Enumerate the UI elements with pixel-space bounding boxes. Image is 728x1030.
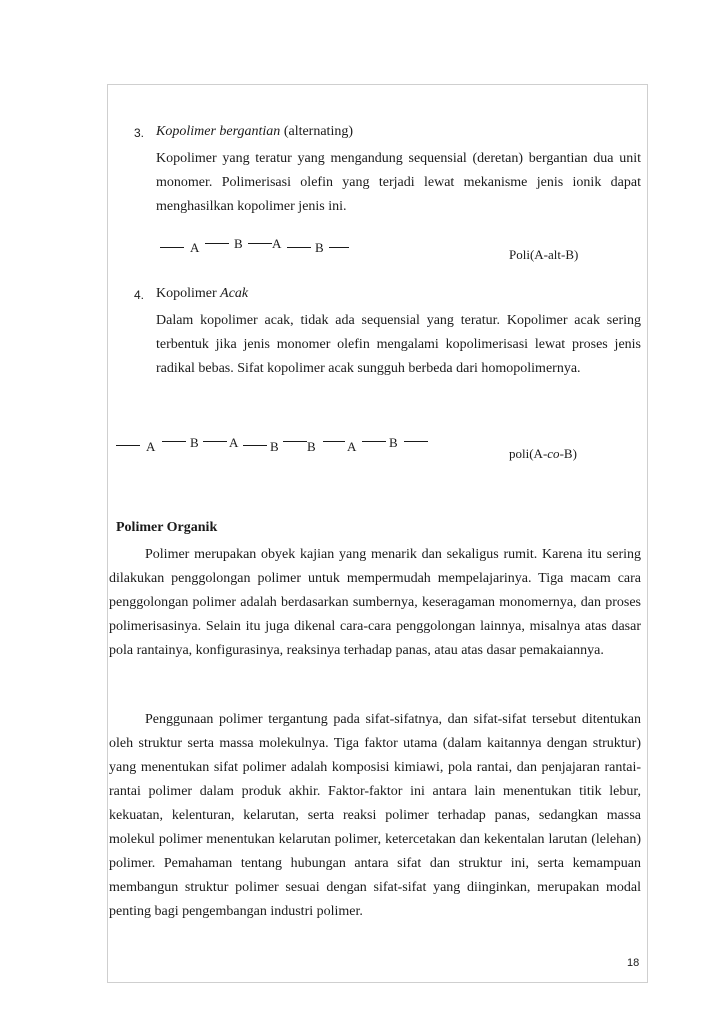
- item-3-paragraph: Kopolimer yang teratur yang mengandung sequensial (deretan) bergantian dua unit monomer. Polimerisasi olefin yang terjadi lewat mekanisme jenis ionik dapat menghasilkan kopolimer jenis ini.: [156, 151, 641, 214]
- item-4-title-plain: Kopolimer: [156, 286, 221, 301]
- item-4-title-italic: Acak: [220, 286, 249, 301]
- section-heading: Polimer Organik: [116, 520, 218, 535]
- item-3-title: [156, 124, 353, 140]
- chain-monomer-a: A: [146, 439, 156, 454]
- chain-monomer-a: A: [272, 236, 282, 251]
- chain-bond: [404, 441, 428, 442]
- chain-monomer-b: B: [234, 236, 243, 251]
- page-number: 18: [627, 957, 640, 969]
- chain-monomer-b: B: [270, 439, 279, 454]
- item-4-paragraph: Dalam kopolimer acak, tidak ada sequensial yang teratur. Kopolimer acak sering terbentuk jika jenis monomer olefin mengalami kopolimerisasi lewat proses jenis radikal bebas. Sifat kopolimer acak sungguh berbeda dari homopolimernya.: [156, 313, 641, 376]
- section-paragraph-1: Polimer merupakan obyek kajian yang menarik dan sekaligus rumit. Karena itu sering dilakukan penggolongan polimer untuk mempermudah mempelajarinya. Tiga macam cara penggolongan polimer adalah berdasarkan sumbernya, keseragaman monomernya, dan proses polimerisasinya. Selain itu juga dikenal cara-cara penggolongan lainnya, misalnya atas dasar pola rantainya, konfigurasinya, reaksinya terhadap panas, atau atas dasar pemakaiannya.: [109, 547, 641, 658]
- chain-bond: [287, 247, 311, 248]
- chain-bond: [205, 243, 229, 244]
- chain-bond: [203, 441, 227, 442]
- chain-bond: [283, 441, 307, 442]
- random-poly-name-prefix: poli(A-: [509, 446, 548, 461]
- chain-monomer-b: B: [307, 439, 316, 454]
- random-poly-name-italic: co: [547, 446, 560, 461]
- random-chain: [0, 437, 728, 457]
- chain-monomer-b: B: [389, 435, 398, 450]
- chain-bond: [323, 441, 345, 442]
- random-poly-name-suffix: -B): [559, 446, 577, 461]
- item-3-title-italic: Kopolimer bergantian: [156, 124, 281, 139]
- alternating-chain: [0, 238, 728, 258]
- chain-bond: [160, 247, 184, 248]
- random-poly-name: [509, 446, 577, 462]
- chain-bond: [329, 247, 349, 248]
- chain-monomer-b: B: [315, 240, 324, 255]
- item-3-title-rest: (alternating): [280, 124, 353, 139]
- chain-bond: [243, 445, 267, 446]
- chain-bond: [162, 441, 186, 442]
- item-4-number: 4.: [134, 288, 145, 302]
- chain-bond: [362, 441, 386, 442]
- chain-monomer-b: B: [190, 435, 199, 450]
- chain-monomer-a: A: [347, 439, 357, 454]
- chain-monomer-a: A: [229, 435, 239, 450]
- item-4-title: [156, 286, 248, 302]
- chain-monomer-a: A: [190, 240, 200, 255]
- alternating-poly-name: Poli(A-alt-B): [509, 247, 579, 262]
- item-3-number: 3.: [134, 126, 145, 140]
- section-paragraph-2: Penggunaan polimer tergantung pada sifat-sifatnya, dan sifat-sifat tersebut ditentukan oleh struktur serta massa molekulnya. Tiga faktor utama (dalam kaitannya dengan struktur) yang menentukan sifat polimer adalah komposisi kimiawi, pola rantai, dan penjajaran rantai-rantai polimer dalam produk akhir. Faktor-faktor ini antara lain menentukan titik lebur, kekuatan, kelenturan, kelarutan, serta reaksi polimer terhadap panas, sedangkan massa molekul polimer menentukan kelarutan polimer, ketercetakan dan kekentalan larutan (lelehan) polimer. Pemahaman tentang hubungan antara sifat dan struktur ini, serta kemampuan membangun struktur polimer sesuai dengan sifat-sifat yang diinginkan, merupakan modal penting bagi pengembangan industri polimer.: [109, 712, 641, 919]
- chain-bond: [248, 243, 272, 244]
- chain-bond: [116, 445, 140, 446]
